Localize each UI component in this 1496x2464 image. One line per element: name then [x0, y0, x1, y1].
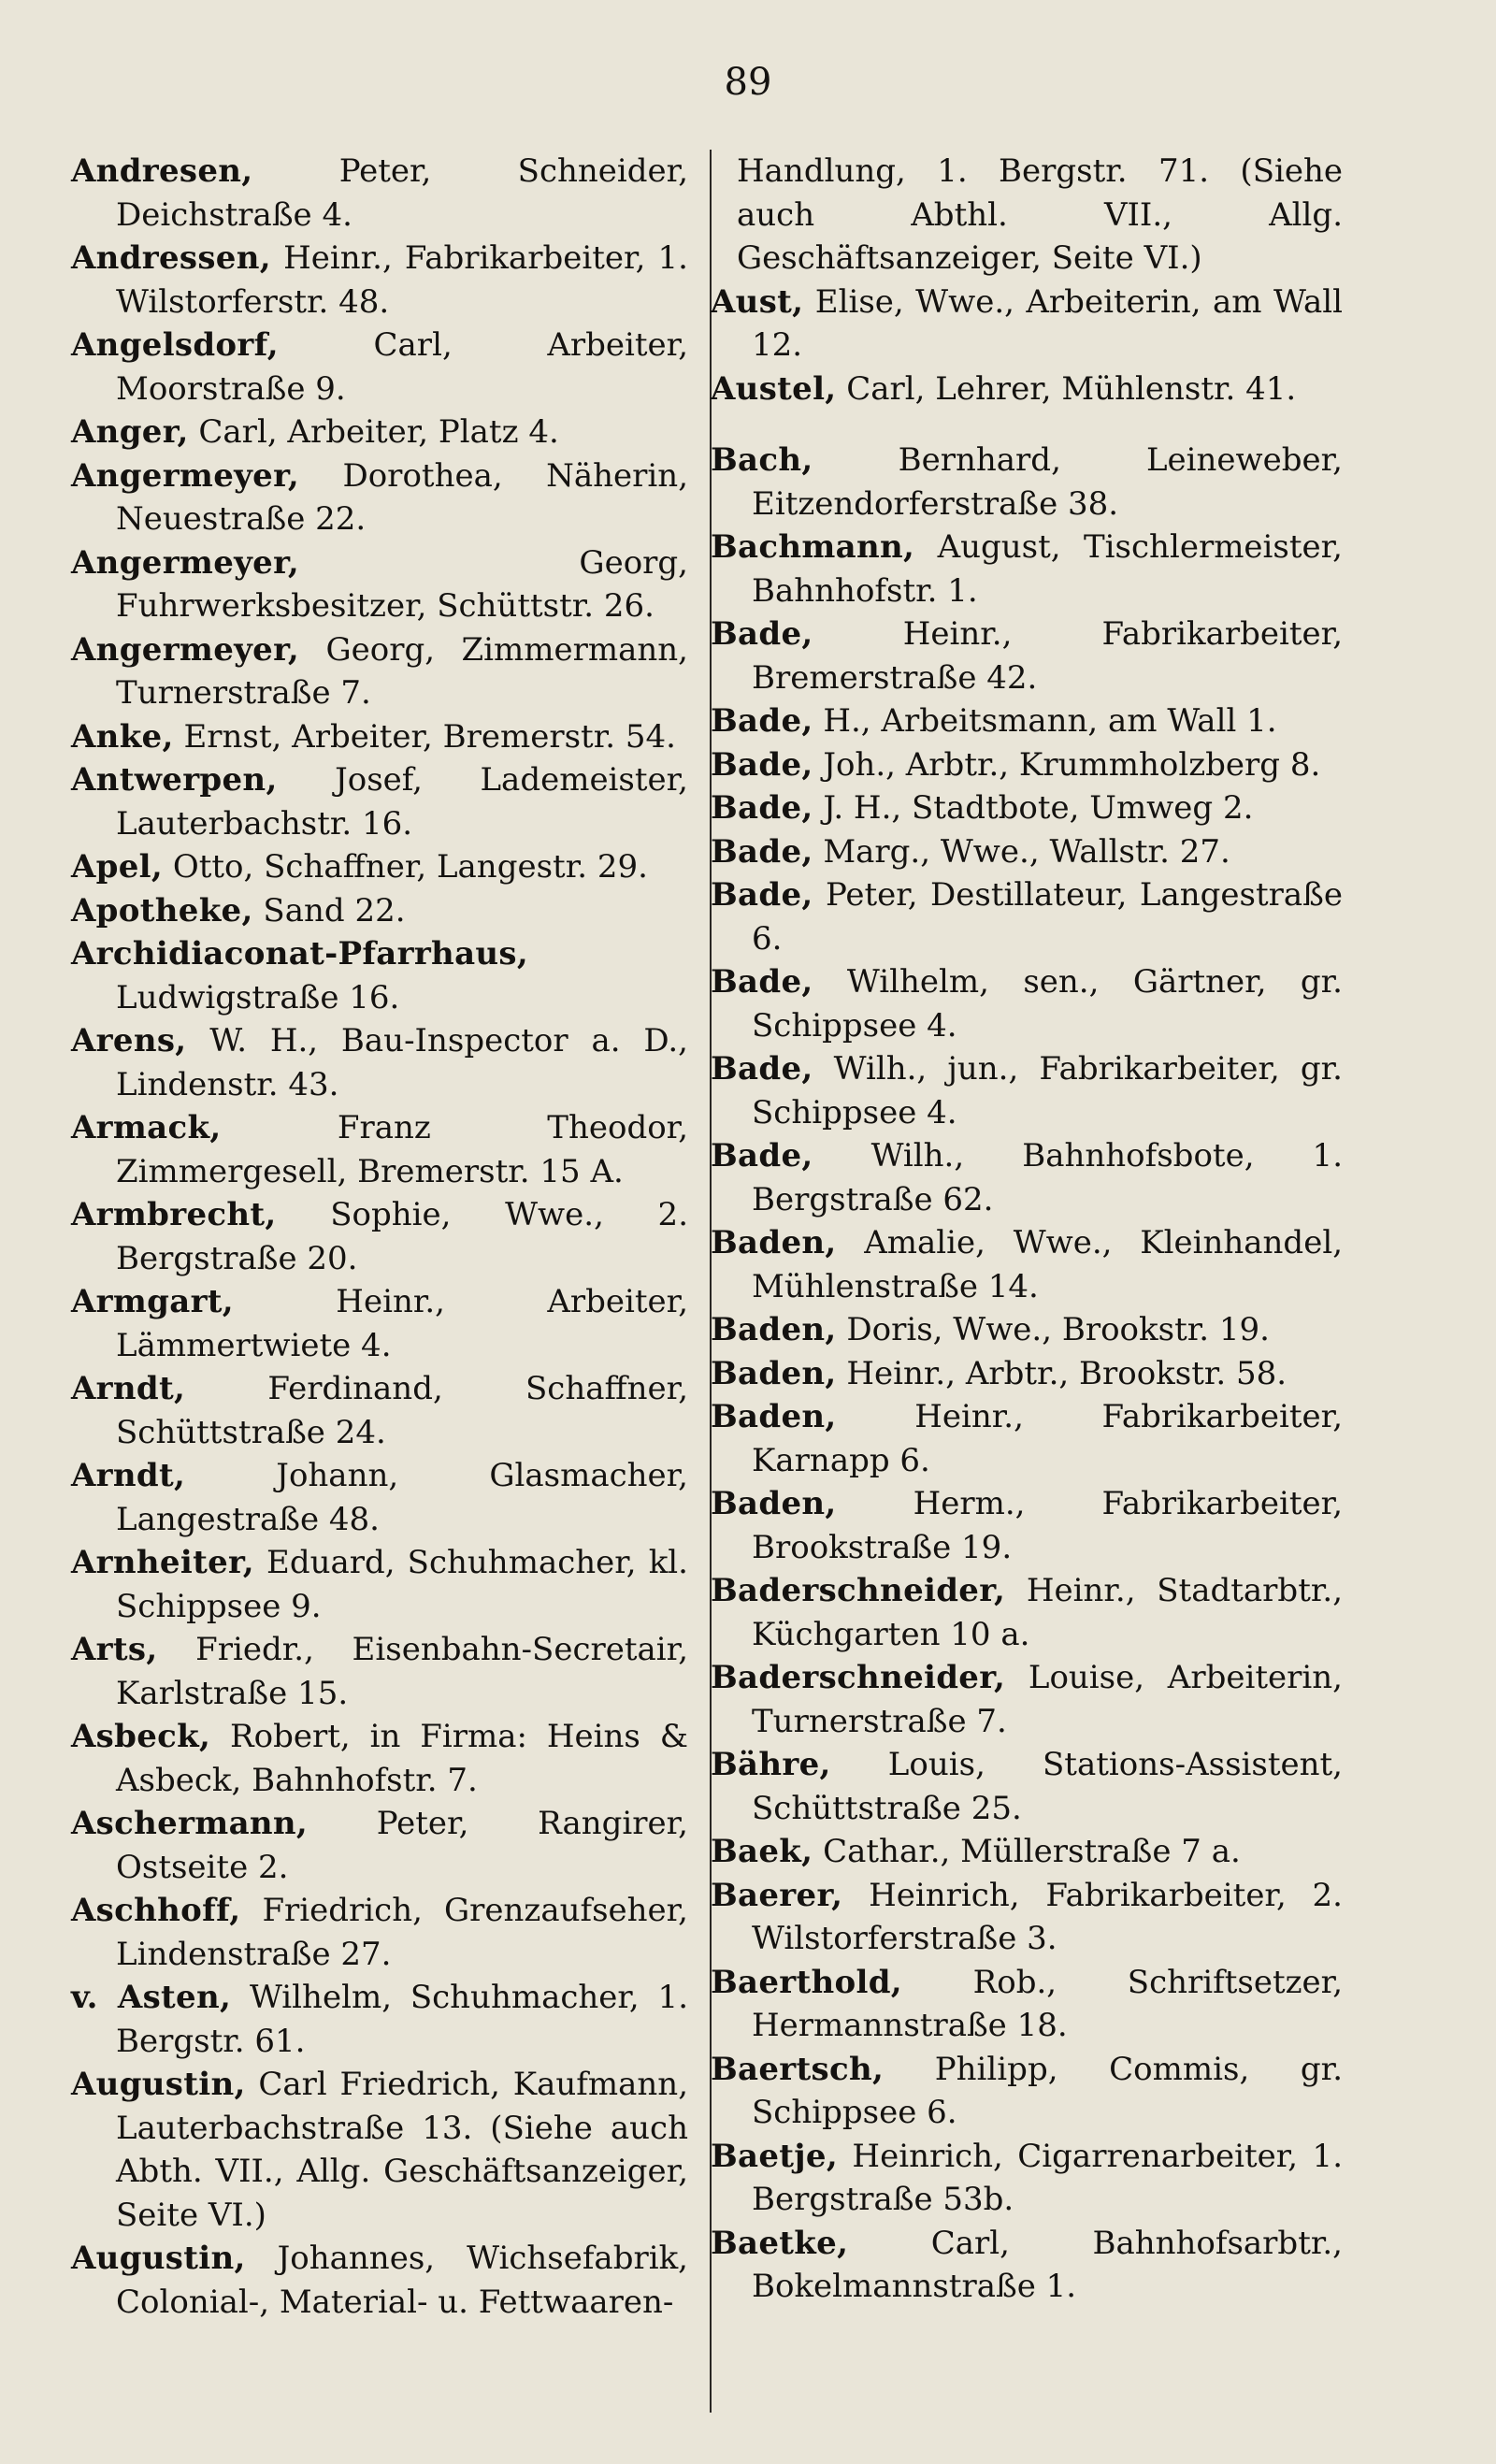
- page-number: 89: [724, 61, 772, 104]
- entry-name: Baden,: [711, 1485, 837, 1522]
- entry-name: Angermeyer,: [71, 630, 299, 669]
- entry-name: Baek,: [711, 1833, 813, 1870]
- entry-name: Armack,: [71, 1109, 222, 1146]
- entry-name: Baden,: [711, 1398, 837, 1435]
- directory-entry: [71, 324, 688, 411]
- entry-name: Anger,: [71, 413, 189, 451]
- entry-detail: Carl Friedrich, Kaufmann, Lauterbachstraße 13. (Siehe auch Abth. VII., Allg. Geschäftsanzeiger, Seite VI.): [116, 2066, 688, 2234]
- directory-entry: [71, 1802, 688, 1889]
- entry-name: Bade,: [711, 876, 813, 914]
- entry-detail: Heinr., Arbeiter, Lämmertwiete 4.: [116, 1283, 688, 1364]
- directory-entry: [711, 1482, 1343, 1569]
- directory-entry: [711, 1830, 1343, 1874]
- section-gap: [711, 411, 1343, 439]
- right-column: [711, 150, 1343, 2309]
- entry-name: Bade,: [711, 789, 813, 827]
- entry-detail: Heinr., Arbtr., Brookstr. 58.: [836, 1354, 1287, 1392]
- entry-name: Bach,: [711, 441, 813, 479]
- directory-entry: [71, 1019, 688, 1106]
- entry-name: Aschermann,: [71, 1805, 309, 1842]
- entry-name: Baden,: [711, 1224, 837, 1261]
- entry-name: Augustin,: [71, 2240, 246, 2277]
- directory-entry: [711, 830, 1343, 874]
- entry-name: Baderschneider,: [711, 1572, 1006, 1609]
- entry-name: Arndt,: [71, 1457, 186, 1494]
- entry-name: Aschhoff,: [71, 1892, 241, 1929]
- entry-name: Andressen,: [71, 239, 271, 277]
- entry-name: Armbrecht,: [71, 1196, 277, 1233]
- entry-name: Bachmann,: [711, 528, 915, 566]
- entry-detail: Ferdinand, Schaffner, Schüttstraße 24.: [116, 1370, 688, 1451]
- entry-detail: Friedrich, Grenzaufseher, Lindenstraße 27.: [116, 1892, 688, 1973]
- directory-entry: [71, 2063, 688, 2237]
- entry-detail: H., Arbeitsmann, am Wall 1.: [813, 702, 1277, 740]
- entry-name: Austel,: [711, 369, 837, 408]
- entry-detail: Amalie, Wwe., Kleinhandel, Mühlenstraße 14.: [752, 1224, 1343, 1305]
- entry-detail: Philipp, Commis, gr. Schippsee 6.: [752, 2050, 1343, 2131]
- directory-entry: [71, 758, 688, 845]
- entry-detail: Carl, Arbeiter, Moorstraße 9.: [116, 326, 688, 408]
- directory-entry: [71, 932, 688, 1019]
- entry-name: Angermeyer,: [71, 456, 299, 495]
- entry-detail: Joh., Arbtr., Krummholzberg 8.: [813, 745, 1321, 784]
- entry-detail: Peter, Schneider, Deichstraße 4.: [116, 152, 688, 234]
- entry-name: Arndt,: [71, 1370, 186, 1407]
- entry-detail: Louise, Arbeiterin, Turnerstraße 7.: [752, 1659, 1343, 1740]
- entry-name: Augustin,: [71, 2066, 246, 2103]
- entry-detail: Otto, Schaffner, Langestr. 29.: [163, 848, 648, 886]
- entry-detail: Franz Theodor, Zimmergesell, Bremerstr. 15 A.: [116, 1109, 688, 1190]
- entry-detail: Ludwigstraße 16.: [116, 978, 400, 1016]
- entry-name: Bade,: [711, 745, 813, 784]
- entry-detail: Heinr., Fabrikarbeiter, Karnapp 6.: [752, 1398, 1343, 1479]
- entry-detail: Friedr., Eisenbahn-Secretair, Karlstraße 15.: [116, 1631, 688, 1712]
- entry-name: Baertsch,: [711, 2050, 885, 2088]
- entry-detail: Bernhard, Leineweber, Eitzendorferstraße 38.: [752, 441, 1343, 523]
- entry-detail: Carl, Arbeiter, Platz 4.: [188, 413, 559, 451]
- directory-entry: [711, 612, 1343, 699]
- entry-detail: Dorothea, Näherin, Neuestraße 22.: [116, 456, 688, 538]
- entry-detail: Peter, Rangirer, Ostseite 2.: [116, 1805, 688, 1886]
- entry-detail: Sophie, Wwe., 2. Bergstraße 20.: [116, 1196, 688, 1277]
- entry-detail: Wilhelm, Schuhmacher, 1. Bergstr. 61.: [116, 1979, 688, 2060]
- entry-name: Antwerpen,: [71, 761, 278, 799]
- entry-name: Arts,: [71, 1631, 158, 1668]
- entry-detail: Carl, Lehrer, Mühlenstr. 41.: [836, 369, 1297, 408]
- entry-detail: Sand 22.: [252, 891, 406, 929]
- entry-name: Angelsdorf,: [71, 326, 279, 364]
- directory-entry: [711, 2222, 1343, 2309]
- entry-detail: Louis, Stations-Assistent, Schüttstraße 25.: [752, 1746, 1343, 1827]
- entry-name: Bade,: [711, 702, 813, 740]
- entry-name: Bade,: [711, 832, 813, 871]
- entry-detail: Cathar., Müllerstraße 7 a.: [813, 1833, 1241, 1870]
- directory-entry: [711, 526, 1343, 612]
- directory-entry: [711, 1047, 1343, 1134]
- entry-detail: Johann, Glasmacher, Langestraße 48.: [116, 1457, 688, 1538]
- entry-name: v. Asten,: [71, 1979, 232, 2016]
- directory-entry: [711, 1308, 1343, 1352]
- entry-name: Archidiaconat-Pfarrhaus,: [71, 935, 528, 973]
- directory-entry: [711, 1395, 1343, 1482]
- entry-name: Armgart,: [71, 1283, 234, 1320]
- entry-detail: Elise, Wwe., Arbeiterin, am Wall 12.: [752, 282, 1343, 364]
- entry-name: Apotheke,: [71, 891, 253, 929]
- directory-entry: [711, 1134, 1343, 1221]
- directory-entry: [71, 1193, 688, 1280]
- directory-entry: [711, 743, 1343, 787]
- directory-entry: [71, 1889, 688, 1976]
- entry-name: Baerthold,: [711, 1963, 902, 2001]
- directory-entry: [71, 2237, 688, 2324]
- entry-detail: Herm., Fabrikarbeiter, Brookstraße 19.: [752, 1485, 1343, 1566]
- entry-detail: Heinr., Fabrikarbeiter, Bremerstraße 42.: [752, 615, 1343, 697]
- entry-detail: Heinrich, Fabrikarbeiter, 2. Wilstorferstraße 3.: [752, 1876, 1343, 1957]
- entry-name: Bähre,: [711, 1746, 831, 1783]
- directory-entry: [711, 2135, 1343, 2222]
- entry-name: Baden,: [711, 1354, 837, 1392]
- entry-name: Bade,: [711, 1050, 813, 1088]
- directory-entry: [711, 1221, 1343, 1308]
- entry-detail: Georg, Fuhrwerksbesitzer, Schüttstr. 26.: [116, 543, 688, 625]
- entry-detail: Ernst, Arbeiter, Bremerstr. 54.: [173, 717, 676, 756]
- left-column: [71, 150, 688, 2324]
- directory-entry: [71, 1628, 688, 1715]
- entry-detail: Heinrich, Cigarrenarbeiter, 1. Bergstraße 53b.: [752, 2137, 1343, 2218]
- entry-name: Baderschneider,: [711, 1659, 1006, 1696]
- directory-entry: [71, 1280, 688, 1367]
- directory-entry: [711, 2048, 1343, 2135]
- directory-entry: [711, 786, 1343, 830]
- directory-entry: [71, 541, 688, 628]
- entry-name: Arens,: [71, 1022, 187, 1059]
- entry-detail: Wilh., jun., Fabrikarbeiter, gr. Schippsee 4.: [752, 1050, 1343, 1131]
- entry-name: Angermeyer,: [71, 543, 299, 582]
- entry-name: Baerer,: [711, 1876, 843, 1914]
- entry-name: Bade,: [711, 963, 813, 1001]
- entry-name: Apel,: [71, 848, 164, 886]
- directory-entry: [711, 1874, 1343, 1961]
- directory-entry: [71, 845, 688, 889]
- directory-entry: [711, 960, 1343, 1047]
- entry-detail: Robert, in Firma: Heins & Asbeck, Bahnhofstr. 7.: [116, 1718, 688, 1799]
- directory-entry: [711, 1743, 1343, 1830]
- entry-detail: Marg., Wwe., Wallstr. 27.: [813, 832, 1230, 871]
- directory-entry: [711, 367, 1343, 411]
- directory-entry: [711, 873, 1343, 960]
- directory-entry: [711, 699, 1343, 743]
- directory-entry: [71, 1367, 688, 1454]
- entry-name: Bade,: [711, 615, 813, 653]
- entry-name: Bade,: [711, 1137, 813, 1174]
- directory-entry: [71, 628, 688, 715]
- directory-entry: [711, 1352, 1343, 1396]
- entry-detail: Josef, Lademeister, Lauterbachstr. 16.: [116, 761, 688, 843]
- directory-entry: [711, 1961, 1343, 2048]
- entry-name: Arnheiter,: [71, 1544, 254, 1581]
- entry-detail: Eduard, Schuhmacher, kl. Schippsee 9.: [116, 1544, 688, 1625]
- entry-detail: Rob., Schriftsetzer, Hermannstraße 18.: [752, 1963, 1343, 2044]
- entry-name: Baetje,: [711, 2137, 838, 2175]
- entry-name: Aust,: [711, 282, 804, 321]
- entry-detail: W. H., Bau-Inspector a. D., Lindenstr. 43.: [116, 1022, 688, 1103]
- directory-entry: [71, 411, 688, 454]
- directory-entry: [71, 1106, 688, 1193]
- entry-detail: Wilhelm, sen., Gärtner, gr. Schippsee 4.: [752, 963, 1343, 1045]
- entry-name: Baetke,: [711, 2224, 849, 2262]
- directory-entry: [711, 1569, 1343, 1656]
- directory-entry: [71, 1541, 688, 1628]
- directory-entry: [71, 715, 688, 759]
- directory-entry: [71, 1715, 688, 1802]
- directory-entry: [71, 1976, 688, 2063]
- entry-detail: J. H., Stadtbote, Umweg 2.: [813, 789, 1254, 827]
- entry-name: Baden,: [711, 1311, 837, 1348]
- directory-entry: [711, 1656, 1343, 1743]
- entry-detail: Georg, Zimmermann, Turnerstraße 7.: [116, 630, 688, 712]
- entry-detail: Carl, Bahnhofsarbtr., Bokelmannstraße 1.: [752, 2224, 1343, 2305]
- directory-entry: [711, 150, 1343, 281]
- entry-detail: Peter, Destillateur, Langestraße 6.: [752, 876, 1343, 958]
- directory-entry: [71, 454, 688, 541]
- entry-detail: Heinr., Fabrikarbeiter, 1. Wilstorferstr. 48.: [116, 239, 688, 321]
- entry-name: Asbeck,: [71, 1718, 211, 1755]
- directory-entry: [711, 439, 1343, 526]
- entry-detail: August, Tischlermeister, Bahnhofstr. 1.: [752, 528, 1343, 610]
- entry-name: Anke,: [71, 717, 174, 756]
- entry-detail: Wilh., Bahnhofsbote, 1. Bergstraße 62.: [752, 1137, 1343, 1218]
- entry-detail: Johannes, Wichsefabrik, Colonial-, Material- u. Fettwaaren-: [116, 2240, 688, 2321]
- entry-name: Andresen,: [71, 152, 253, 190]
- directory-entry: [711, 281, 1343, 367]
- entry-continuation: Handlung, 1. Bergstr. 71. (Siehe auch Abthl. VII., Allg. Geschäftsanzeiger, Seite VI.): [737, 152, 1343, 277]
- entry-detail: Doris, Wwe., Brookstr. 19.: [836, 1311, 1270, 1348]
- directory-entry: [71, 237, 688, 324]
- entry-detail: Heinr., Stadtarbtr., Küchgarten 10 a.: [752, 1572, 1343, 1653]
- directory-entry: [71, 150, 688, 237]
- directory-entry: [71, 1454, 688, 1541]
- directory-entry: [71, 889, 688, 933]
